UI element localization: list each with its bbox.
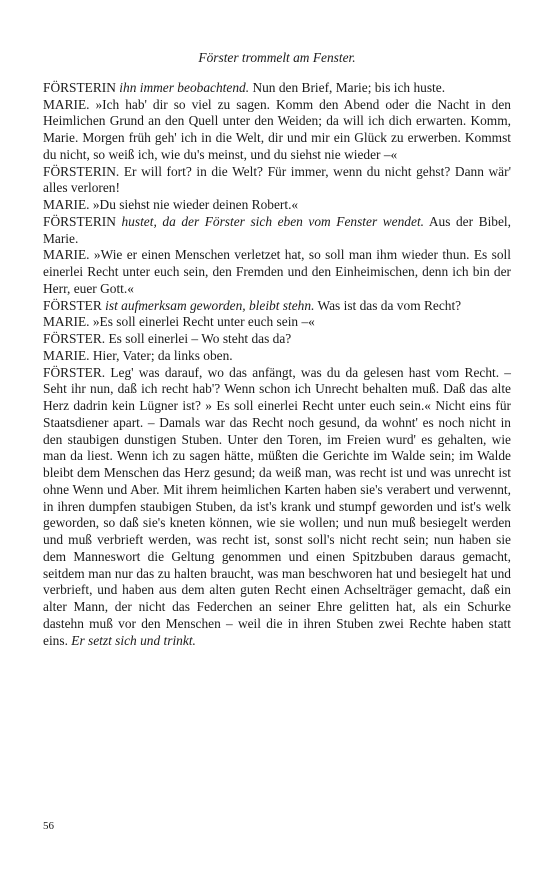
spoken-text: Es soll einerlei – Wo steht das da? [108, 331, 292, 346]
spoken-text: »Wie er einen Menschen verletzet hat, so soll man ihm wieder thun. Es soll einerlei Recht unter euch sein, den Fremden und den Einheimischen, denn ich bin der Herr, euer Gott.« [43, 247, 511, 296]
speaker-name: FÖRSTERIN [43, 79, 116, 95]
stage-direction: hustet, da der Förster sich eben vom Fenster wendet. [121, 213, 425, 229]
dialogue-line [43, 348, 511, 365]
spoken-text: »Es soll einerlei Recht unter euch sein –« [92, 314, 315, 330]
page-number: 56 [43, 820, 54, 832]
speaker-name: MARIE. [43, 347, 90, 363]
spoken-text: Hier, Vater; da links oben. [92, 347, 233, 363]
dialogue-line [43, 214, 511, 248]
dialogue-line [43, 164, 511, 198]
dialogue [43, 80, 511, 650]
spoken-text: Leg' was darauf, wo das anfängt, was du da gelesen hast vom Recht. – Seht ihr nun, daß ich recht hab'? Wenn schon ich Unrecht behalten muß. Daß das alte Herz dadrin kein Lügner ist? » Es soll einerlei Recht unter euch sein.« Nicht eins für Staatsdiener apart. – Damals war das Recht noch gesund, da wohnt' es noch nicht in den staubigen dunstigen Stuben. Unter den Toren, im Freien wurd' es gehalten, wie man da liest. Wenn ich zu sagen hätte, müßten die Gerichte im Walde sein; im Walde bleibt dem Menschen das Herz gesund; da weiß man, was recht ist und was unrecht ist ohne Wenn und Aber. Mit ihrem heimlichen Karten haben sie's verabert und verwennt, in ihren dumpfen staubigen Stuben, da ist's krank und stumpf geworden und ist's welk geworden, so daß sie's kneten können, wie sie wollen; und nun muß besiegelt werden und muß verbrieft werden, was recht ist, sonst soll's nicht recht sein; nun haben sie dem Manneswort die Geltung genommen und einen Spitzbuben daraus gemacht, seitdem man nur das zu halten braucht, was man beschworen hat und besiegelt hat und verbrieft, und haben aus dem alten guten Recht einen Achselträger gemacht, daß ein alter Mann, der nicht das Federchen an seiner Ehre gelitten hat, als ein Schurke dastehn muß vor den Menschen – weil die in ihren Stuben zwei Rechte haben statt eins. [43, 364, 511, 648]
stage-direction: ihn immer beobachtend. [119, 79, 250, 95]
dialogue-line [43, 97, 511, 164]
spoken-text: »Ich hab' dir so viel zu sagen. Komm den Abend oder die Nacht in den Heimlichen Grund an den Quell unter den Weiden; da will ich dich erwarten. Komm, Marie. Morgen früh geh' ich in die Welt, dir und mir ein Glück zu erwerben. Kommst du nicht, so weiß ich, wie du's meinst, und du siehst nie wieder –« [43, 96, 511, 162]
spoken-text: Nun den Brief, Marie; bis ich huste. [252, 79, 446, 95]
speaker-name: FÖRSTER [43, 297, 102, 313]
spoken-text: Er will fort? in die Welt? Für immer, wenn du nicht gehst? Dann wär' alles verloren! [43, 163, 511, 196]
spoken-text: Aus der Bibel, Marie. [43, 213, 512, 246]
dialogue-line [43, 298, 511, 315]
dialogue-line [43, 331, 511, 348]
dialogue-line [43, 365, 511, 650]
speaker-name: FÖRSTER. [43, 364, 106, 380]
page-body [43, 50, 511, 649]
dialogue-line [43, 314, 511, 331]
dialogue-line [43, 197, 511, 214]
speaker-name: MARIE. [43, 96, 90, 112]
speaker-name: FÖRSTERIN [43, 213, 116, 229]
speaker-name: MARIE. [43, 197, 90, 212]
dialogue-line [43, 247, 511, 297]
stage-direction: ist aufmerksam geworden, bleibt stehn. [105, 297, 315, 313]
speaker-name: FÖRSTER. [43, 331, 106, 346]
speaker-name: FÖRSTERIN. [43, 163, 120, 179]
spoken-text: Was ist das da vom Recht? [317, 297, 462, 313]
stage-direction: Er setzt sich und trinkt. [71, 632, 196, 648]
dialogue-line [43, 80, 511, 97]
speaker-name: MARIE. [43, 314, 90, 330]
stage-direction-heading: Förster trommelt am Fenster. [198, 50, 356, 65]
speaker-name: MARIE. [43, 247, 90, 263]
spoken-text: »Du siehst nie wieder deinen Robert.« [92, 197, 299, 212]
